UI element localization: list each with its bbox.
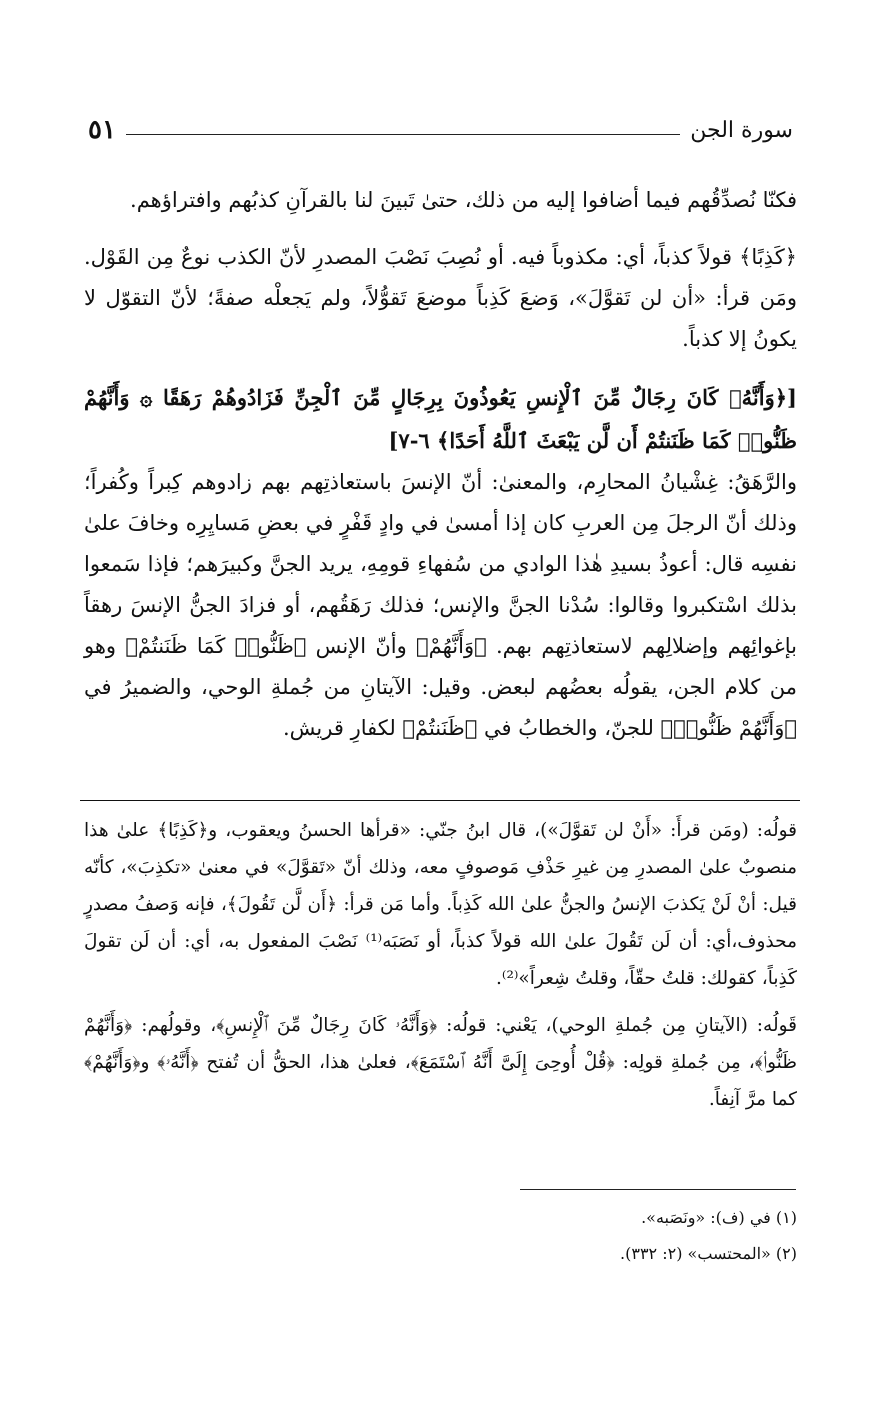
paragraph: والرَّهَقُ: غِشْيانُ المحارِم، والمعنىٰ: أنّ الإنسَ باستعاذتِهم بهم زادوهم كِبراً وكُفراً؛ وذلك أنّ الرجلَ مِن العربِ كان إذا أمسىٰ في وادٍ قَفْرٍ في بعضِ مَسايِرِه وخافَ علىٰ نفسِه قال: أعوذُ بسيدِ هٰذا الوادي من سُفهاءِ قومِهِ، يريد الجنَّ وكبيرَهم؛ فإذا سَمعوا بذلك اسْتكبروا وقالوا: سُدْنا الجنَّ والإنس؛ فذلك رَهَقُهم، أو فزادَ الجنُّ الإنسَ رهقاً بإغوائِهم وإضلالِهم لاستعاذتِهم بهم. ﴿وَأَنَّهُمْ﴾ وأنّ الإنس ﴿ظَنُّوا۟ كَمَا ظَنَنتُمْ﴾ وهو من كلام الجن، يقولُه بعضُهم لبعض. وقيل: الآيتانِ من جُملةِ الوحي، والضميرُ في ﴿وَأَنَّهُمْ ظَنُّوا۟﴾ للجنّ، والخطابُ في ﴿ظَنَنتُمْ﴾ لكفارِ قريش. bbox=[84, 470, 797, 740]
commentary-divider bbox=[80, 800, 800, 801]
commentary-section bbox=[84, 812, 797, 1128]
page-number: ٥١ bbox=[88, 115, 116, 145]
main-text bbox=[84, 180, 797, 765]
footnote: (١) في (ف): «ونَصَبه». bbox=[641, 1208, 797, 1227]
quran-verse: [﴿وَأَنَّهُۥ كَانَ رِجَالٌ مِّنَ ٱلْإِنسِ يَعُوذُونَ بِرِجَالٍ مِّنَ ٱلْجِنِّ فَزَادُوهُمْ رَهَقًا ۞ وَأَنَّهُمْ ظَنُّوا۟ كَمَا ظَنَنتُمْ أَن لَّن يَبْعَثَ ٱللَّهُ أَحَدًا﴾ ٦-٧] bbox=[84, 385, 797, 453]
surah-title: سورة الجن bbox=[690, 117, 793, 143]
footnote-divider bbox=[520, 1189, 796, 1190]
footnote: (٢) «المحتسب» (٢: ٣٣٢). bbox=[620, 1244, 797, 1263]
paragraph: ﴿كَذِبًا﴾ قولاً كذباً، أي: مكذوباً فيه. أو نُصِبَ نَصْبَ المصدرِ لأنّ الكذب نوعٌ مِن القَوْل. ومَن قرأ: «أن لن تَقوَّلَ»، وَضعَ كَذِباً موضعَ تَقوُّلاً، ولم يَجعلْه صفةً؛ لأنّ التقوّل لا يكونُ إلا كذباً. bbox=[84, 245, 797, 351]
running-header bbox=[88, 112, 793, 148]
commentary-paragraph: قَولُه: (الآيتانِ مِن جُملةِ الوحي)، يَعْني: قولُه: ﴿وَأَنَّهُۥ كَانَ رِجَالٌ مِّنَ ٱلْإِنسِ﴾، وقولُهم: ﴿وَأَنَّهُمْ ظَنُّوا۟﴾، مِن جُملةِ قولِه: ﴿قُلْ أُوحِىَ إِلَىَّ أَنَّهُ ٱسْتَمَعَ﴾، فعلىٰ هذا، الحقُّ أن تُفتح ﴿أَنَّهُۥ﴾ و﴿وَأَنَّهُمْ﴾ كما مرَّ آنِفاً. bbox=[84, 1015, 797, 1110]
footnotes bbox=[84, 1200, 797, 1272]
commentary-paragraph: قولُه: (ومَن قرأَ: «أَنْ لن تَقوَّلَ»)، قال ابنُ جنّي: «قرأها الحسنُ ويعقوب، و﴿كَذِبًا﴾ علىٰ هذا منصوبٌ علىٰ المصدرِ مِن غيرِ حَذْفِ مَوصوفٍ معه، وذلك أنّ «تَقوَّلَ» في معنىٰ «تكذِبَ»، كأنّه قيل: أنْ لَنْ يَكذبَ الإنسُ والجنُّ علىٰ الله كَذِباً. وأما مَن قرأ: ﴿أَن لَّن تَقُولَ﴾، فإنه وَصفُ مصدرٍ محذوف،أي: أن لَن تَقُولَ علىٰ الله قولاً كذباً، أو نَصَبَه⁽¹⁾ نَصْبَ المفعول به، أي: أن لَن تقولَ كَذِباً، كقولك: قلتُ حقّاً، وقلتُ شِعراً»⁽²⁾. bbox=[84, 820, 797, 989]
header-rule bbox=[126, 134, 680, 135]
paragraph: فكنّا نُصدِّقُهم فيما أضافوا إليه من ذلك، حتىٰ تَبينَ لنا بالقرآنِ كذبُهم وافتراؤهم. bbox=[130, 188, 797, 212]
